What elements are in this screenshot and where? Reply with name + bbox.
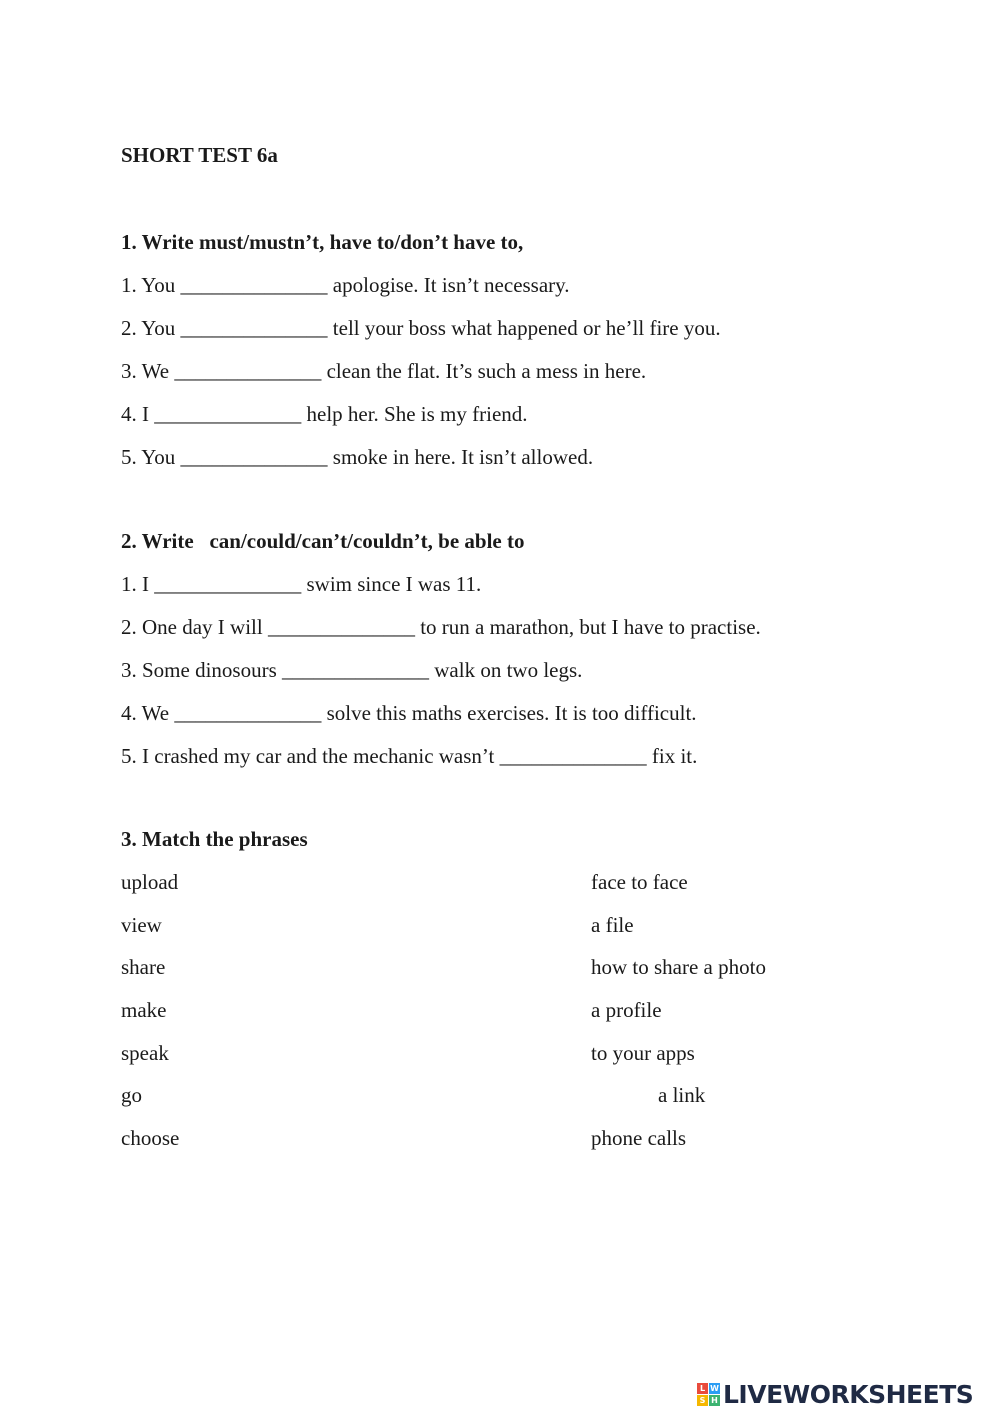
section-3 [121, 825, 981, 1167]
section-2 [121, 527, 981, 785]
match-row [121, 868, 981, 911]
match-row [121, 1124, 981, 1167]
match-right-item: how to share a photo [591, 955, 766, 980]
logo-cell: H [709, 1395, 720, 1406]
match-row [121, 1039, 981, 1082]
section-2-item: 5. I crashed my car and the mechanic wasn’t ______________ fix it. [121, 744, 698, 768]
section-1 [121, 228, 981, 486]
section-2-item: 3. Some dinosours ______________ walk on two legs. [121, 658, 583, 682]
section-1-item: 2. You ______________ tell your boss what happened or he’ll fire you. [121, 316, 721, 340]
match-left-item: choose [121, 1126, 180, 1151]
match-left-item: view [121, 912, 162, 937]
logo-cell: S [697, 1395, 708, 1406]
worksheet-title: SHORT TEST 6a [121, 143, 278, 167]
match-left-item: upload [121, 870, 179, 894]
match-left-item: speak [121, 1040, 169, 1065]
section-2-heading: 2. Write can/could/can’t/couldn’t, be able to [121, 529, 525, 553]
match-row [121, 1081, 981, 1124]
match-row [121, 953, 981, 996]
match-row [121, 911, 981, 954]
section-2-item: 4. We ______________ solve this maths exercises. It is too difficult. [121, 701, 697, 725]
match-right-item: phone calls [591, 1126, 687, 1151]
section-1-item: 4. I ______________ help her. She is my friend. [121, 402, 528, 426]
match-right-item: a profile [591, 998, 662, 1023]
logo-cell: W [710, 1383, 719, 1393]
liveworksheets-logo [697, 1378, 973, 1410]
match-right-item: to your apps [591, 1040, 695, 1065]
logo-mark-icon [697, 1383, 720, 1406]
match-row [121, 996, 981, 1039]
match-left-item: go [121, 1083, 142, 1108]
section-2-item: 1. I ______________ swim since I was 11. [121, 572, 482, 596]
match-left-item: make [121, 998, 167, 1023]
section-3-heading: 3. Match the phrases [121, 827, 308, 851]
logo-cell: L [697, 1383, 708, 1394]
match-right-item: a link [658, 1083, 706, 1108]
section-1-item: 1. You ______________ apologise. It isn’t necessary. [121, 273, 570, 297]
section-1-heading: 1. Write must/mustn’t, have to/don’t have to, [121, 230, 524, 254]
match-left-item: share [121, 955, 166, 980]
match-right-item: face to face [591, 870, 688, 894]
section-1-item: 5. You ______________ smoke in here. It isn’t allowed. [121, 445, 594, 469]
section-1-item: 3. We ______________ clean the flat. It’s such a mess in here. [121, 359, 647, 383]
logo-text: LIVEWORKSHEETS [723, 1379, 974, 1409]
match-right-item: a file [591, 912, 634, 937]
section-2-item: 2. One day I will ______________ to run a marathon, but I have to practise. [121, 615, 761, 639]
